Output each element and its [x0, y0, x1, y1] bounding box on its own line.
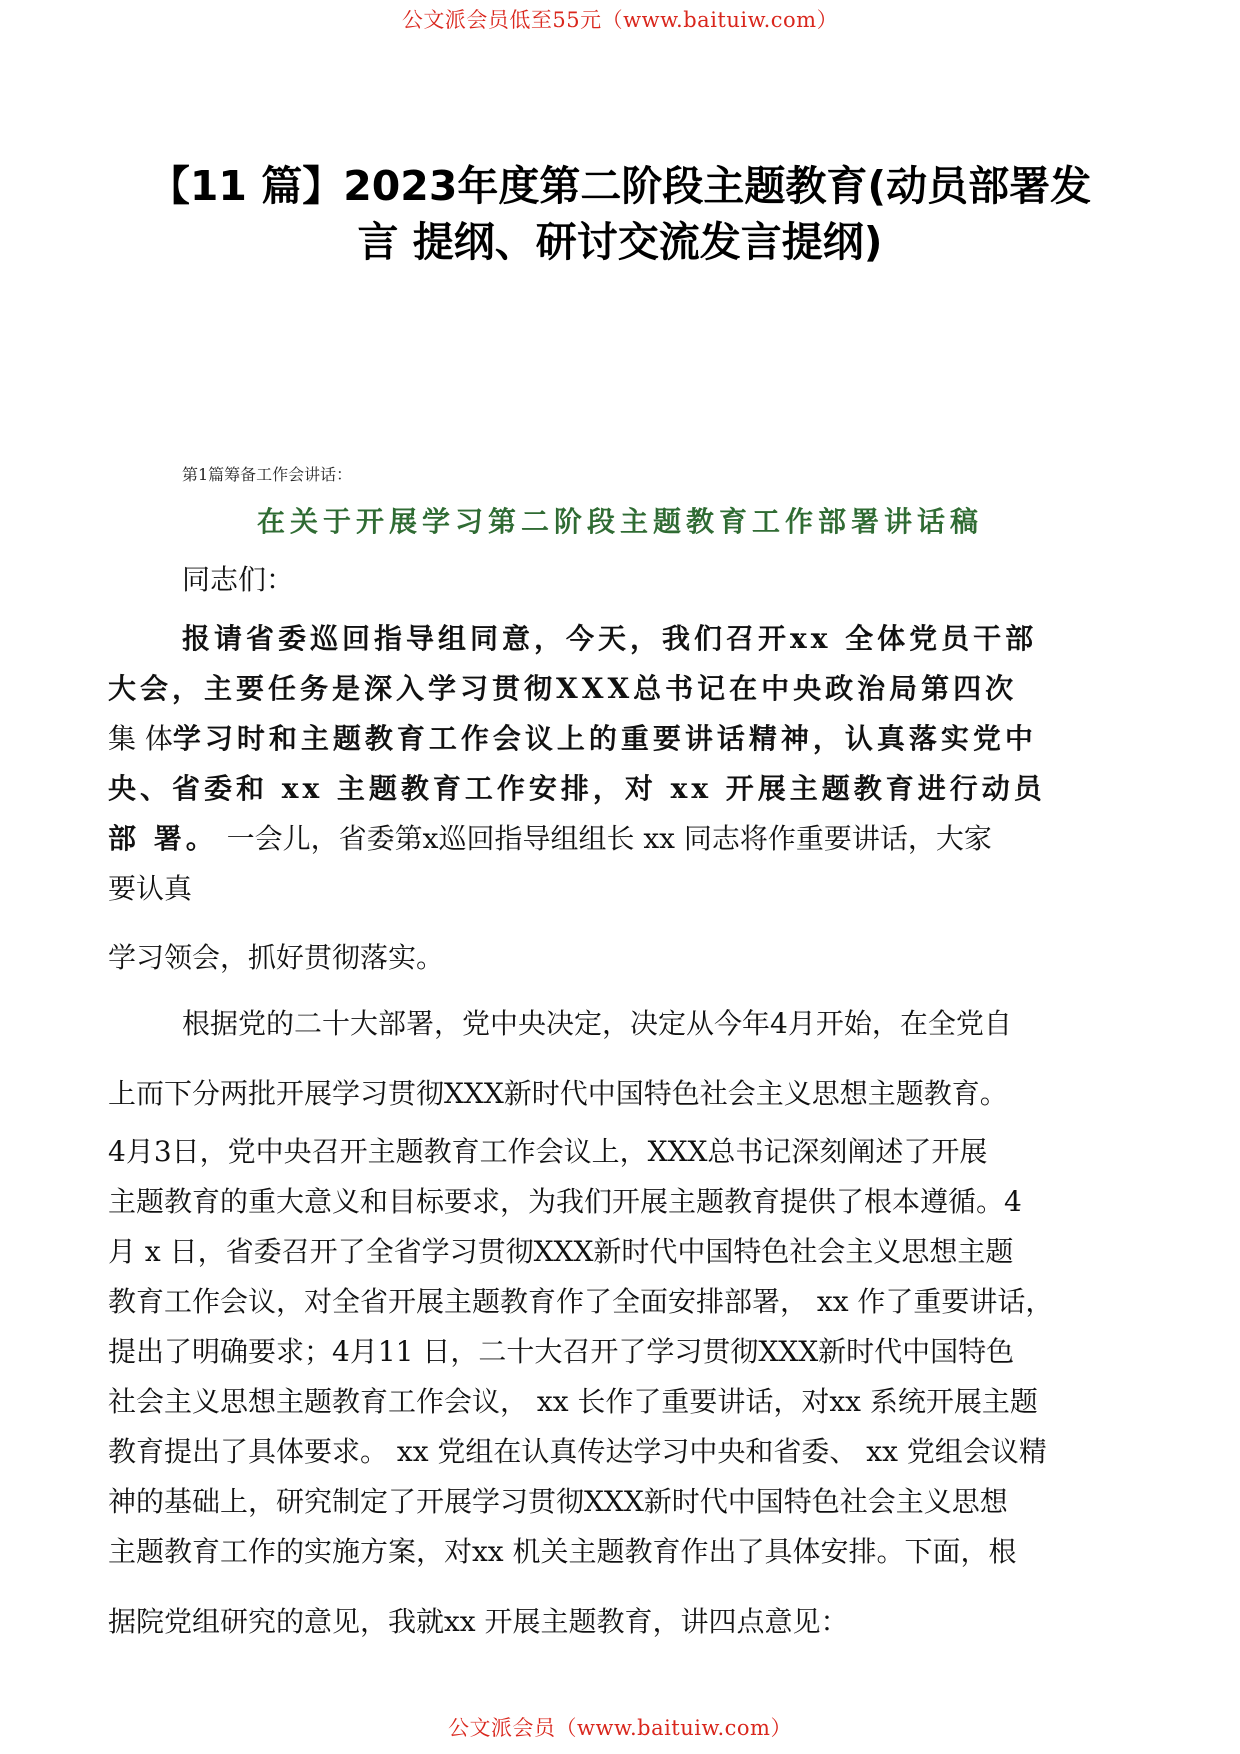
paragraph-line: 提出了明确要求；4月11 日，二十大召开了学习贯彻XXX新时代中国特色: [108, 1335, 1015, 1368]
footer-watermark-banner: 公文派会员（www.baituiw.com）: [448, 1716, 792, 1740]
greeting: 同志们：: [182, 563, 295, 596]
speech-title: 在关于开展学习第二阶段主题教育工作部署讲话稿: [256, 505, 983, 538]
paragraph-line: 央、省委和 xx 主题教育工作安排，对 xx 开展主题教育进行动员: [108, 772, 1046, 805]
document-title-line-1: 【11 篇】2023年度第二阶段主题教育(动员部署发: [148, 162, 1092, 210]
paragraph-line: 社会主义思想主题教育工作会议， xx 长作了重要讲话，对xx 系统开展主题: [108, 1385, 1038, 1418]
paragraph-line: [108, 721, 1037, 757]
header-watermark-banner: 公文派会员低至55元（www.baituiw.com）: [401, 8, 839, 32]
paragraph-line: 4月3日，党中央召开主题教育工作会议上，XXX总书记深刻阐述了开展: [108, 1135, 988, 1168]
paragraph-line: 教育工作会议，对全省开展主题教育作了全面安排部署， xx 作了重要讲话，: [108, 1285, 1054, 1318]
paragraph-span: 一会儿，省委第x巡回指导组组长 xx 同志将作重要讲话，大家: [217, 822, 992, 855]
paragraph-line: 根据党的二十大部署，党中央决定，决定从今年4月开始，在全党自: [182, 1007, 1012, 1040]
paragraph-line: 大会，主要任务是深入学习贯彻XXX总书记在中央政治局第四次: [108, 672, 1018, 705]
paragraph-span: 集 体: [108, 722, 173, 755]
paragraph-line: 据院党组研究的意见，我就xx 开展主题教育，讲四点意见：: [108, 1605, 849, 1638]
section-label: 第1篇筹备工作会讲话：: [182, 465, 353, 484]
paragraph-line: [108, 821, 992, 857]
document-title: [100, 158, 1140, 270]
paragraph-line: 月 x 日，省委召开了全省学习贯彻XXX新时代中国特色社会主义思想主题: [108, 1235, 1014, 1268]
paragraph-line: 神的基础上，研究制定了开展学习贯彻XXX新时代中国特色社会主义思想: [108, 1485, 1008, 1518]
paragraph-line: 要认真: [108, 872, 193, 905]
paragraph-line: 主题教育的重大意义和目标要求，为我们开展主题教育提供了根本遵循。4: [108, 1185, 1022, 1218]
paragraph-line: 教育提出了具体要求。 xx 党组在认真传达学习中央和省委、 xx 党组会议精: [108, 1435, 1047, 1468]
paragraph-span-bold: 部 署。: [108, 822, 218, 855]
document-title-line-2: 言 提纲、研讨交流发言提纲): [357, 218, 883, 266]
paragraph-span-bold: 学习时和主题教育工作会议上的重要讲话精神，认真落实党中: [172, 722, 1037, 755]
paragraph-line: 报请省委巡回指导组同意，今天，我们召开xx 全体党员干部: [182, 622, 1038, 655]
paragraph-line: 上而下分两批开展学习贯彻XXX新时代中国特色社会主义思想主题教育。: [108, 1077, 1008, 1110]
paragraph-line: 主题教育工作的实施方案，对xx 机关主题教育作出了具体安排。下面，根: [108, 1535, 1017, 1568]
paragraph-line: 学习领会，抓好贯彻落实。: [108, 941, 445, 974]
